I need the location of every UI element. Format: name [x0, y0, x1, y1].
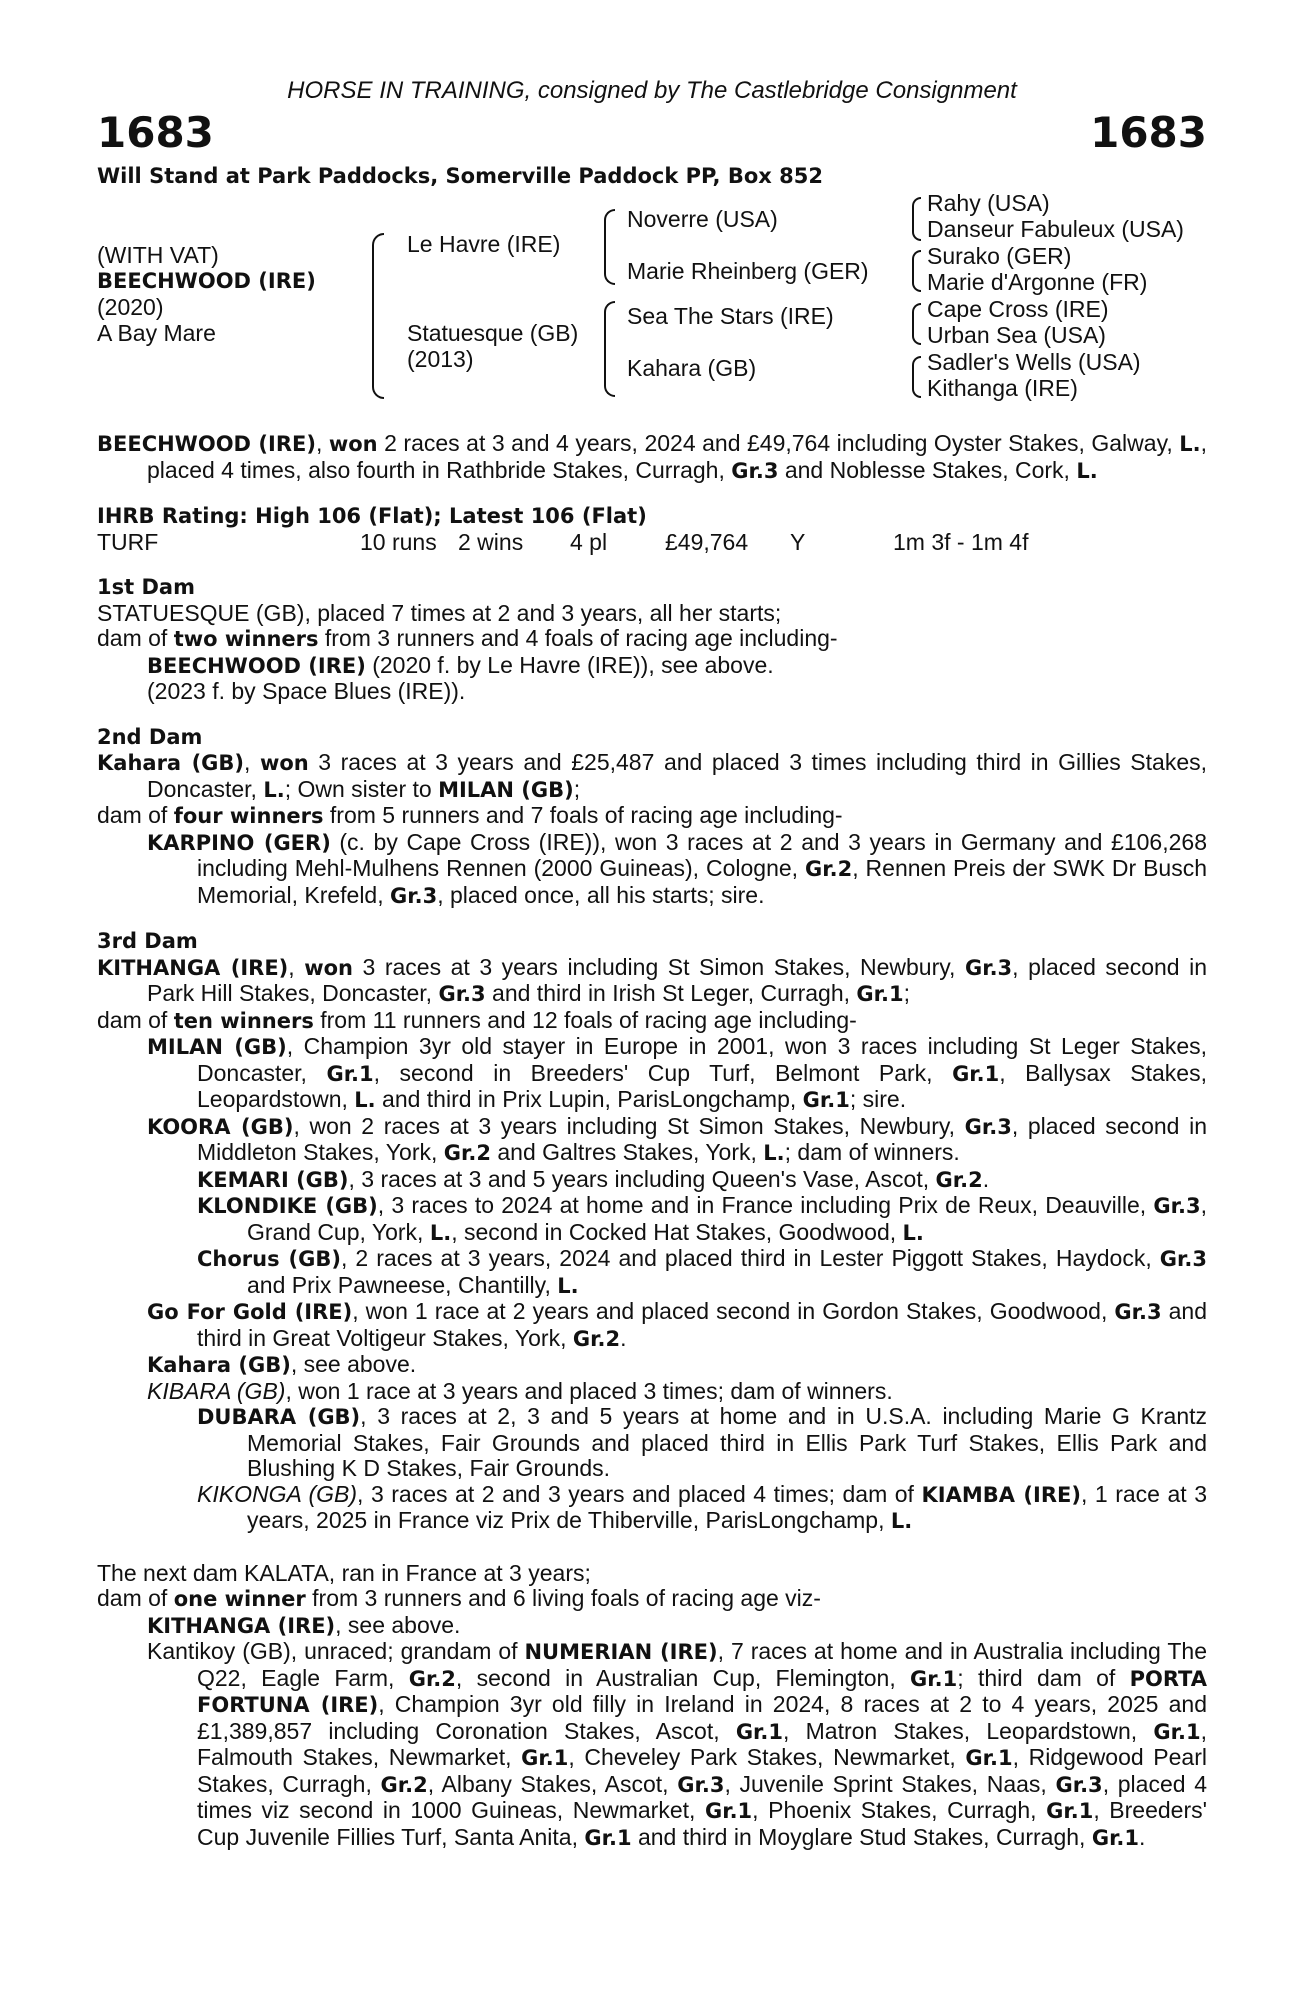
- brace-sire: [604, 209, 615, 285]
- next-dam-line: The next dam KALATA, ran in France at 3 years;: [97, 1559, 591, 1586]
- dam: Statuesque (GB): [407, 320, 579, 346]
- rating-placed: 4 pl: [570, 528, 608, 555]
- sire-dam-sire: Surako (GER): [927, 243, 1072, 269]
- rating-surface: TURF: [97, 528, 159, 555]
- second-dam-offspring-karpino: KARPINO (GER) (c. by Cape Cross (IRE)), won 3 races at 2 and 3 years in Germany and £106,268 including Mehl-Mulhens Rennen (2000 Guineas), Cologne, Gr.2, Rennen Preis der SWK Dr Busch Memorial, Krefeld, Gr.3, placed once, all his starts; sire.: [147, 828, 1208, 908]
- horse-description: A Bay Mare: [97, 320, 216, 346]
- rating-runs: 10 runs: [360, 528, 437, 555]
- horse-name: BEECHWOOD (IRE): [97, 269, 316, 293]
- dam-dam-sire: Sadler's Wells (USA): [927, 349, 1141, 375]
- rating-earnings: £49,764: [665, 528, 749, 555]
- first-dam-offspring-1: BEECHWOOD (IRE) (2020 f. by Le Havre (IRE)), see above.: [147, 651, 774, 678]
- second-dam-title: 2nd Dam: [97, 724, 203, 749]
- third-dam-produce: dam of ten winners from 11 runners and 12 foals of racing age including-: [97, 1006, 857, 1033]
- sire-dam-dam: Marie d'Argonne (FR): [927, 269, 1148, 295]
- offspring-kemari: KEMARI (GB), 3 races at 3 and 5 years including Queen's Vase, Ascot, Gr.2.: [197, 1165, 990, 1192]
- second-dam-produce: dam of four winners from 5 runners and 7 foals of racing age including-: [97, 802, 843, 828]
- dam-dam: Kahara (GB): [627, 355, 757, 381]
- dam-dam-dam: Kithanga (IRE): [927, 375, 1078, 401]
- offspring-kahara: Kahara (GB), see above.: [147, 1351, 417, 1377]
- offspring-kibara: KIBARA (GB), won 1 race at 3 years and placed 3 times; dam of winners.: [147, 1377, 893, 1404]
- brace-parents: [372, 233, 384, 399]
- offspring-kikonga: KIKONGA (GB), 3 races at 2 and 3 years and placed 4 times; dam of KIAMBA (IRE), 1 race at 3 years, 2025 in France viz Prix de Thiberville, ParisLongchamp, L.: [197, 1480, 1207, 1533]
- dam-sire: Sea The Stars (IRE): [627, 303, 834, 329]
- brace-dd: [912, 356, 921, 398]
- offspring-klondike: KLONDIKE (GB), 3 races to 2024 at home and in France including Prix de Reux, Deauville, Gr.3, Grand Cup, York, L., second in Cocked Hat Stakes, Goodwood, L.: [197, 1192, 1207, 1245]
- next-dam-offspring-kithanga: KITHANGA (IRE), see above.: [147, 1611, 461, 1638]
- first-dam-title: 1st Dam: [97, 575, 195, 599]
- lot-number-left: 1683: [97, 107, 214, 157]
- sire-dam: Marie Rheinberg (GER): [627, 258, 869, 284]
- next-dam-offspring-kantikoy: Kantikoy (GB), unraced; grandam of NUMERIAN (IRE), 7 races at home and in Australia including The Q22, Eagle Farm, Gr.2, second in Australian Cup, Flemington, Gr.1; third dam of PORTA FORTUNA (IRE), Champion 3yr old filly in Ireland in 2024, 8 races at 2 to 4 years, 2025 and £1,389,857 including Coronation Stakes, Ascot, Gr.1, Matron Stakes, Leopardstown, Gr.1, Falmouth Stakes, Newmarket, Gr.1, Cheveley Park Stakes, Newmarket, Gr.1, Ridgewood Pearl Stakes, Curragh, Gr.2, Albany Stakes, Ascot, Gr.3, Juvenile Sprint Stakes, Naas, Gr.3, placed 4 times viz second in 1000 Guineas, Newmarket, Gr.1, Phoenix Stakes, Curragh, Gr.1, Breeders' Cup Juvenile Fillies Turf, Santa Anita, Gr.1 and third in Moyglare Stud Stakes, Curragh, Gr.1.: [147, 1638, 1208, 1850]
- dam-sire-sire: Cape Cross (IRE): [927, 296, 1109, 322]
- lot-number-row: [97, 107, 1207, 157]
- dam-sire-dam: Urban Sea (USA): [927, 322, 1106, 348]
- offspring-go-for-gold: Go For Gold (IRE), won 1 race at 2 years and placed second in Gordon Stakes, Goodwood, Gr.3 and third in Great Voltigeur Stakes, York, Gr.2.: [147, 1298, 1208, 1351]
- stand-location: Will Stand at Park Paddocks, Somerville Paddock PP, Box 852: [97, 163, 823, 188]
- brace-ss: [912, 197, 921, 241]
- offspring-chorus: Chorus (GB), 2 races at 3 years, 2024 and placed third in Lester Piggott Stakes, Haydock, Gr.3 and Prix Pawneese, Chantilly, L.: [197, 1245, 1207, 1298]
- rating-wins: 2 wins: [458, 528, 524, 555]
- rating-flag: Y: [790, 528, 806, 555]
- third-dam-title: 3rd Dam: [97, 929, 198, 953]
- horse-year: (2020): [97, 294, 164, 320]
- sire-sire: Noverre (USA): [627, 206, 778, 232]
- offspring-dubara: DUBARA (GB), 3 races at 2, 3 and 5 years at home and in U.S.A. including Marie G Krantz Memorial Stakes, Fair Grounds and placed third in Ellis Park Turf Stakes, Ellis Park and Blushing K D Stakes, Fair Grounds.: [197, 1403, 1208, 1481]
- race-summary: BEECHWOOD (IRE), won 2 races at 3 and 4 years, 2024 and £49,764 including Oyster Stakes, Galway, L., placed 4 times, also fourth in Rathbride Stakes, Curragh, Gr.3 and Noblesse Stakes, Cork, L.: [97, 430, 1208, 483]
- first-dam-line: STATUESQUE (GB), placed 7 times at 2 and 3 years, all her starts;: [97, 599, 782, 626]
- offspring-koora: KOORA (GB), won 2 races at 3 years including St Simon Stakes, Newbury, Gr.3, placed second in Middleton Stakes, York, Gr.2 and Galtres Stakes, York, L.; dam of winners.: [147, 1112, 1207, 1165]
- third-dam-record: KITHANGA (IRE), won 3 races at 3 years including St Simon Stakes, Newbury, Gr.3, placed second in Park Hill Stakes, Doncaster, Gr.3 and third in Irish St Leger, Curragh, Gr.1;: [97, 953, 1208, 1006]
- brace-dam: [604, 301, 615, 397]
- first-dam-offspring-2: (2023 f. by Space Blues (IRE)).: [147, 678, 466, 704]
- pedigree-table: [97, 191, 1207, 401]
- brace-sd: [912, 250, 921, 292]
- rating-title: IHRB Rating: High 106 (Flat); Latest 106 (Flat): [97, 504, 647, 528]
- next-dam-produce: dam of one winner from 3 runners and 6 living foals of racing age viz-: [97, 1585, 821, 1611]
- second-dam-record: Kahara (GB), won 3 races at 3 years and £25,487 and placed 3 times including third in Gillies Stakes, Doncaster, L.; Own sister to MILAN (GB);: [97, 749, 1208, 802]
- consignment-header: HORSE IN TRAINING, consigned by The Castlebridge Consignment: [287, 77, 1017, 104]
- horse-vat: (WITH VAT): [97, 242, 219, 268]
- rating-row: [97, 530, 1207, 556]
- sire: Le Havre (IRE): [407, 231, 561, 257]
- sire-sire-sire: Rahy (USA): [927, 190, 1050, 216]
- catalogue-page: [97, 78, 1207, 1851]
- brace-ds: [912, 303, 921, 345]
- lot-number-right: 1683: [1090, 107, 1207, 157]
- offspring-milan: MILAN (GB), Champion 3yr old stayer in Europe in 2001, won 3 races including St Leger Stakes, Doncaster, Gr.1, second in Breeders' Cup Turf, Belmont Park, Gr.1, Ballysax Stakes, Leopardstown, L. and third in Prix Lupin, ParisLongchamp, Gr.1; sire.: [147, 1033, 1208, 1112]
- rating-distance: 1m 3f - 1m 4f: [893, 528, 1029, 555]
- dam-year: (2013): [407, 346, 474, 372]
- first-dam-produce: dam of two winners from 3 runners and 4 foals of racing age including-: [97, 625, 838, 651]
- sire-sire-dam: Danseur Fabuleux (USA): [927, 216, 1184, 242]
